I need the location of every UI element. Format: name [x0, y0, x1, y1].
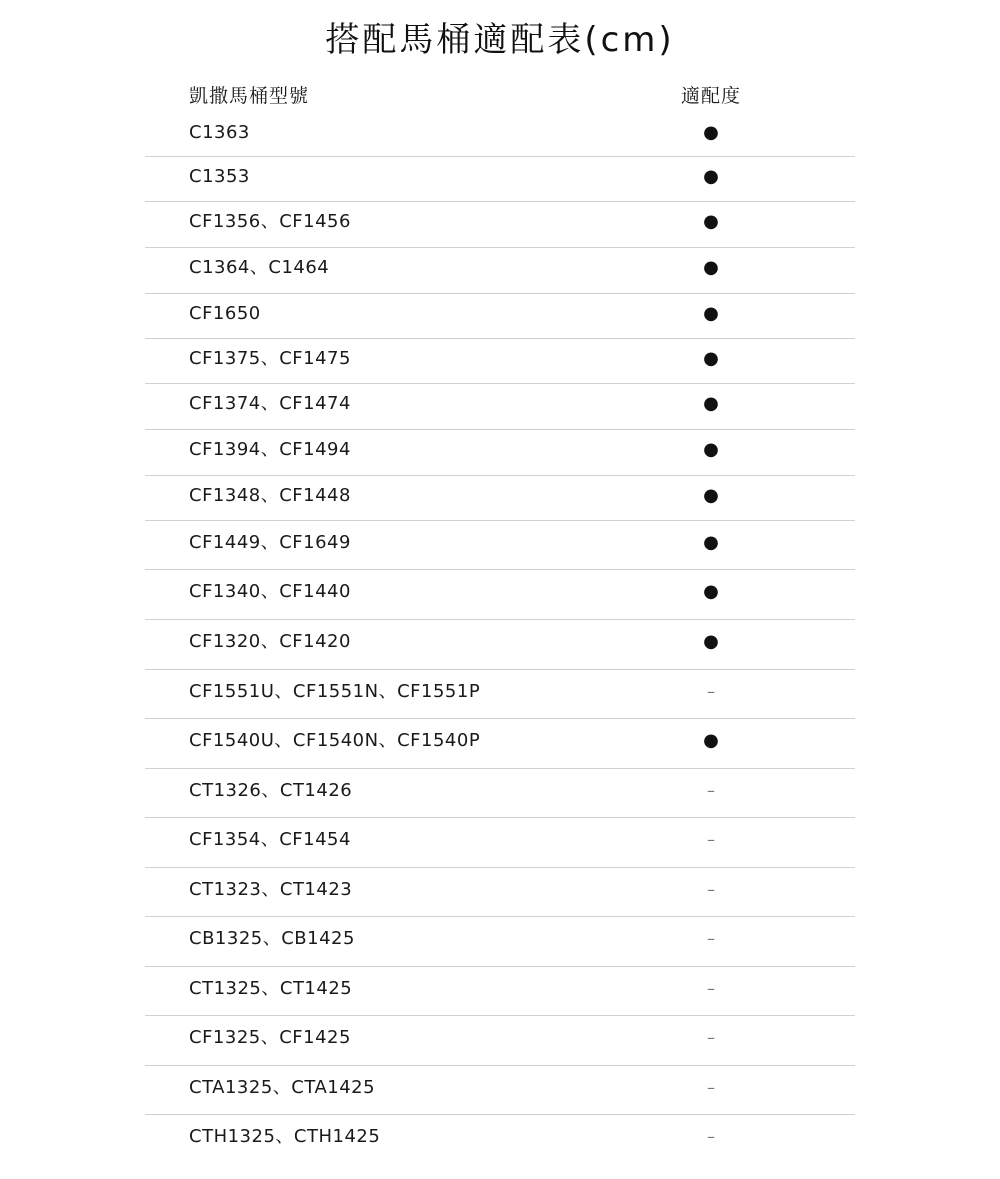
- model-cell: CF1394、CF1494: [189, 439, 351, 460]
- fit-cell: ●: [703, 581, 719, 602]
- fit-cell: –: [707, 682, 715, 701]
- model-cell: CT1323、CT1423: [189, 879, 353, 900]
- table-row: [145, 114, 855, 157]
- fit-cell: –: [707, 781, 715, 800]
- model-cell: CTA1325、CTA1425: [189, 1077, 376, 1098]
- fit-cell: ●: [703, 485, 719, 506]
- model-cell: CF1540U、CF1540N、CF1540P: [189, 730, 481, 751]
- model-cell: CT1326、CT1426: [189, 780, 353, 801]
- table-row: [145, 917, 855, 967]
- fit-cell: –: [707, 1078, 715, 1097]
- table-row: [145, 294, 855, 339]
- table-row: [145, 670, 855, 719]
- header-fit: 適配度: [680, 85, 741, 107]
- model-cell: CF1449、CF1649: [189, 532, 351, 553]
- table-row: [145, 620, 855, 670]
- model-cell: C1353: [189, 166, 250, 187]
- fit-cell: ●: [703, 257, 719, 278]
- model-cell: CF1348、CF1448: [189, 485, 351, 506]
- table-row: [145, 769, 855, 818]
- table-row: [145, 570, 855, 620]
- fit-cell: –: [707, 1127, 715, 1146]
- fit-cell: ●: [703, 631, 719, 652]
- table-row: [145, 1115, 855, 1164]
- fit-cell: ●: [703, 730, 719, 751]
- table-row: [145, 521, 855, 570]
- table-row: [145, 384, 855, 430]
- fit-cell: ●: [703, 393, 719, 414]
- fit-cell: ●: [703, 439, 719, 460]
- table-row: [145, 202, 855, 248]
- model-cell: C1364、C1464: [189, 257, 330, 278]
- table-row: [145, 719, 855, 769]
- model-cell: CB1325、CB1425: [189, 928, 355, 949]
- fit-cell: –: [707, 830, 715, 849]
- model-cell: CTH1325、CTH1425: [189, 1126, 381, 1147]
- fit-cell: –: [707, 929, 715, 948]
- table-row: [145, 818, 855, 868]
- fit-cell: ●: [703, 303, 719, 324]
- model-cell: CF1374、CF1474: [189, 393, 351, 414]
- table-row: [145, 868, 855, 917]
- table-row: [145, 339, 855, 384]
- table-row: [145, 248, 855, 294]
- fit-cell: ●: [703, 348, 719, 369]
- model-cell: CT1325、CT1425: [189, 978, 353, 999]
- table-row: [145, 1066, 855, 1115]
- page-title: 搭配馬桶適配表(cm): [325, 20, 675, 60]
- table-row: [145, 1016, 855, 1066]
- fit-cell: –: [707, 1028, 715, 1047]
- table-row: [145, 967, 855, 1016]
- fit-cell: ●: [703, 532, 719, 553]
- table-row: [145, 157, 855, 202]
- model-cell: CF1320、CF1420: [189, 631, 351, 652]
- fit-cell: ●: [703, 211, 719, 232]
- fit-cell: –: [707, 880, 715, 899]
- table-header: [145, 78, 855, 114]
- header-model: 凱撒馬桶型號: [189, 85, 310, 107]
- model-cell: CF1650: [189, 303, 261, 324]
- model-cell: C1363: [189, 122, 250, 143]
- table-row: [145, 476, 855, 521]
- model-cell: CF1325、CF1425: [189, 1027, 351, 1048]
- model-cell: CF1340、CF1440: [189, 581, 351, 602]
- fit-cell: ●: [703, 166, 719, 187]
- model-cell: CF1354、CF1454: [189, 829, 351, 850]
- fit-cell: –: [707, 979, 715, 998]
- fit-cell: ●: [703, 122, 719, 143]
- table-row: [145, 430, 855, 476]
- model-cell: CF1375、CF1475: [189, 348, 351, 369]
- model-cell: CF1356、CF1456: [189, 211, 351, 232]
- model-cell: CF1551U、CF1551N、CF1551P: [189, 681, 481, 702]
